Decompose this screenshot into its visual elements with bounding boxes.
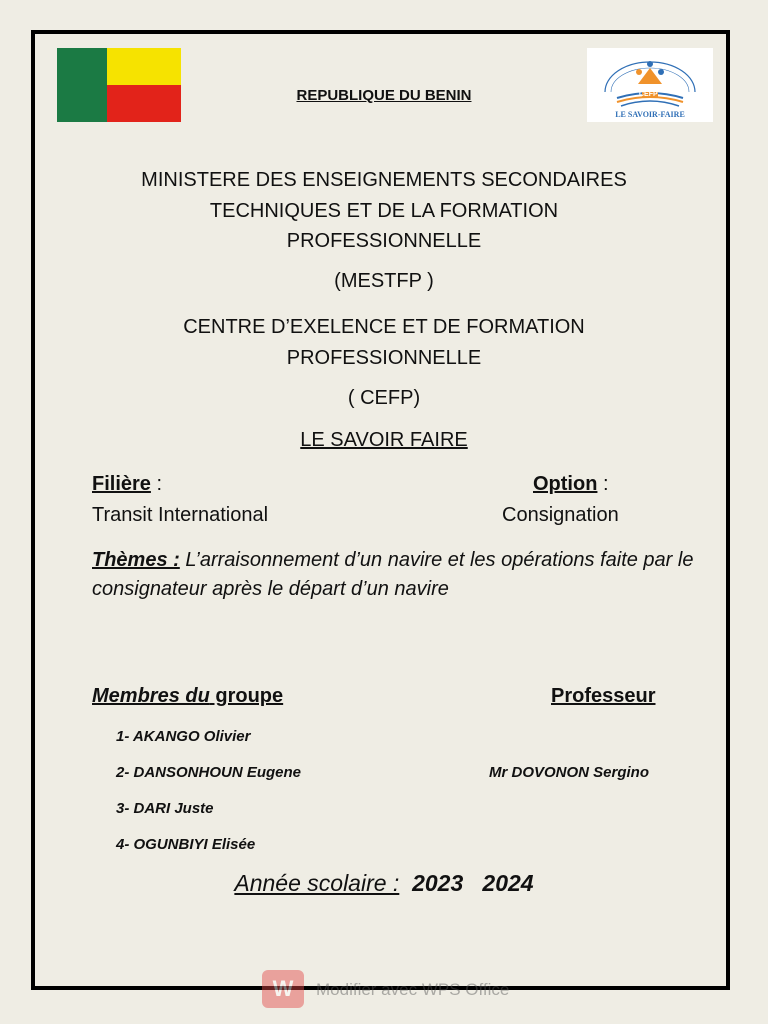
theme-text: L’arraisonnement d’un navire et les opérations faite par le consignateur après le départ d’un navire (92, 549, 694, 600)
school-year (0, 870, 768, 897)
centre-name (0, 312, 768, 373)
theme-label: Thèmes : (92, 549, 180, 571)
option-value: Consignation (502, 504, 619, 526)
centre-motto (0, 429, 768, 452)
ministry-acronym: (MESTFP ) (334, 270, 434, 292)
ministry-line-2: TECHNIQUES ET DE LA FORMATION (209, 199, 559, 222)
member-item: 2- DANSONHOUN Eugene (116, 764, 302, 781)
ministry-line-1: MINISTERE DES ENSEIGNEMENTS SECONDAIRES (141, 169, 627, 191)
members-heading-part2: groupe (209, 685, 284, 707)
cefp-logo (587, 48, 713, 122)
member-item: 1- AKANGO Olivier (116, 728, 251, 745)
ministry-name (0, 165, 768, 257)
member-item: 3- DARI Juste (116, 800, 214, 817)
filiere-heading (92, 473, 162, 496)
professor-heading: Professeur (551, 685, 656, 707)
option-heading (533, 473, 609, 496)
wps-icon: W (262, 970, 304, 1008)
republic-title: REPUBLIQUE DU BENIN (296, 87, 472, 104)
flag-yellow-band (107, 48, 181, 85)
school-year-value: 2023 2024 (399, 870, 534, 896)
professor-name: Mr DOVONON Sergino (489, 764, 650, 781)
filiere-colon: : (150, 473, 163, 495)
filiere-value: Transit International (92, 504, 269, 526)
centre-line-2: PROFESSIONNELLE (286, 346, 482, 369)
members-heading-part1: Membres du (92, 685, 210, 707)
filiere-label: Filière (92, 473, 151, 495)
wps-watermark (262, 970, 562, 1010)
logo-acronym: CEFP (639, 91, 658, 98)
members-heading (92, 685, 283, 708)
theme-block (92, 546, 712, 604)
option-colon: : (597, 473, 609, 495)
school-year-label: Année scolaire : (234, 870, 400, 896)
centre-line-1: CENTRE D’EXELENCE ET DE FORMATION (183, 316, 585, 338)
flag-green-band (57, 48, 107, 122)
ministry-line-3: PROFESSIONNELLE (286, 230, 482, 252)
option-label: Option (533, 473, 598, 495)
member-item: 4- OGUNBIYI Elisée (116, 836, 256, 853)
centre-acronym: ( CEFP) (347, 387, 421, 409)
wps-watermark-text: Modifier avec WPS Office (316, 980, 510, 999)
logo-tagline: LE SAVOIR-FAIRE (615, 110, 685, 119)
motto-text: LE SAVOIR FAIRE (300, 429, 468, 451)
benin-flag (57, 48, 181, 122)
